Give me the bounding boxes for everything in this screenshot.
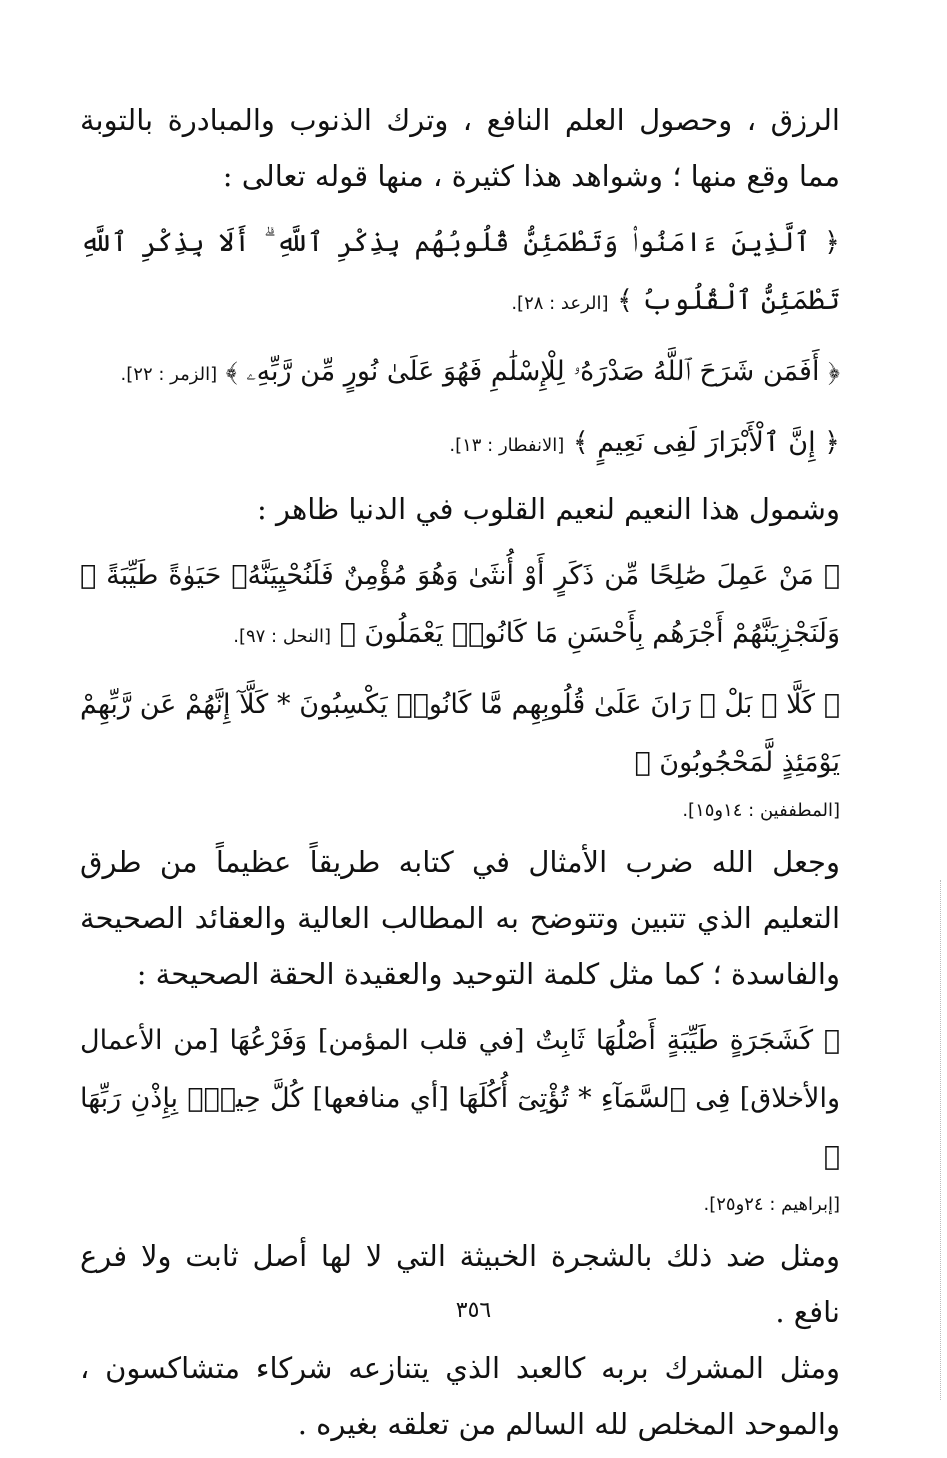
verse-text: ﴿ كَشَجَرَةٍ طَيِّبَةٍ أَصْلُهَا ثَابِتٌ [في قلب المؤمن] وَفَرْعُهَا [من الأعمال والأخلاق] فِى ٱلسَّمَآءِ * تُؤْتِىٓ أُكُلَهَا [أي منافعها] كُلَّ حِينٍۭ بِإِذْنِ رَبِّهَا ﴾ <box>80 1025 840 1172</box>
verse-reference: [الزمر : ٢٢]. <box>120 364 218 385</box>
verse-text: ﴿ أَفَمَن شَرَحَ ٱللَّهُ صَدْرَهُۥ لِلْإِسْلَٰمِ فَهُوَ عَلَىٰ نُورٍ مِّن رَّبِّهِۦ ﴾ <box>225 356 840 387</box>
verse-text: ﴿ كَلَّا ۖ بَلْ ۜ رَانَ عَلَىٰ قُلُوبِهِم مَّا كَانُوا۟ يَكْسِبُونَ * كَلَّآ إِنَّهُمْ عَن رَّبِّهِمْ يَوْمَئِذٍ لَّمَحْجُوبُونَ ﴾ <box>80 689 840 778</box>
scan-edge-line <box>939 880 941 1400</box>
quran-verse-6 <box>80 1012 840 1186</box>
verse-text: ﴿ إِنَّ ٱلْأَبْرَارَ لَفِى نَعِيمٍ ﴾ <box>572 427 840 458</box>
verse-reference: [الرعد : ٢٨]. <box>511 293 609 314</box>
paragraph-1: الرزق ، وحصول العلم النافع ، وترك الذنوب والمبادرة بالتوبة مما وقع منها ؛ وشواهد هذا كثيرة ، منها قوله تعالى : <box>80 103 840 193</box>
verse-reference-line: [المطففين : ١٤و١٥]. <box>682 800 840 821</box>
quran-verse-5 <box>80 676 840 792</box>
verse-text: ﴿ مَنْ عَمِلَ صَٰلِحًا مِّن ذَكَرٍ أَوْ أُنثَىٰ وَهُوَ مُؤْمِنٌ فَلَنُحْيِيَنَّهُۥ حَيَوٰةً طَيِّبَةً ۖ وَلَنَجْزِيَنَّهُمْ أَجْرَهُم بِأَحْسَنِ مَا كَانُوا۟ يَعْمَلُونَ ﴾ <box>80 560 840 649</box>
verse-reference-line: [إبراهيم : ٢٤و٢٥]. <box>703 1194 840 1215</box>
paragraph-3: وجعل الله ضرب الأمثال في كتابه طريقاً عظيماً من طرق التعليم الذي تتبين وتتوضح به المطالب العالية والعقائد الصحيحة والفاسدة ؛ كما مثل كلمة التوحيد والعقيدة الحقة الصحيحة : <box>80 845 840 991</box>
page-number: ٣٥٦ <box>455 1298 492 1323</box>
quran-verse-3 <box>80 414 840 475</box>
quran-verse-1 <box>80 214 840 333</box>
verse-reference: [الانفطار : ١٣]. <box>449 435 565 456</box>
verse-reference: [النحل : ٩٧]. <box>233 626 332 647</box>
paragraph-2: وشمول هذا النعيم لنعيم القلوب في الدنيا ظاهر : <box>257 492 840 526</box>
verse-text: ﴿ ٱلَّذِينَ ءَامَنُوا۟ وَتَطْمَئِنُّ قُلُوبُهُم بِذِكْرِ ٱللَّهِ ۗ أَلَا بِذِكْرِ ٱللَّهِ تَطْمَئِنُّ ٱلْقُلُوبُ ﴾ <box>80 227 840 316</box>
paragraph-4: ومثل ضد ذلك بالشجرة الخبيثة التي لا لها أصل ثابت ولا فرع نافع . <box>80 1239 840 1329</box>
quran-verse-2 <box>80 343 840 404</box>
quran-verse-4 <box>80 547 840 666</box>
paragraph-5: ومثل المشرك بربه كالعبد الذي يتنازعه شركاء متشاكسون ، والموحد المخلص لله السالم من تعلقه بغيره . <box>80 1351 840 1441</box>
page-body <box>80 92 840 1452</box>
